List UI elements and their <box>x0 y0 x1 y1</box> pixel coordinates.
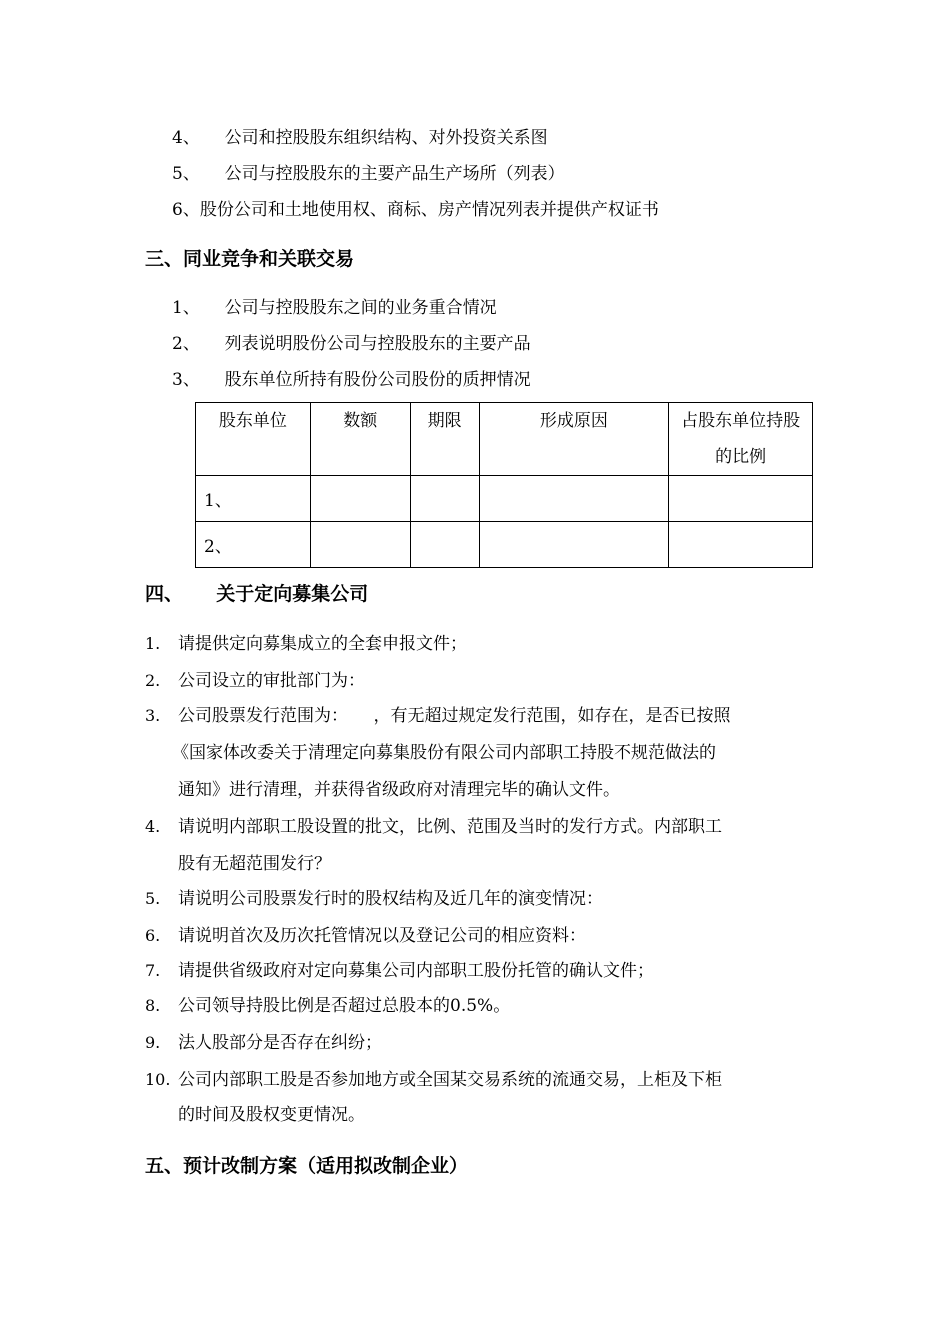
section-heading: 三、同业竞争和关联交易 <box>145 248 355 270</box>
item-number: 5. <box>145 889 161 908</box>
item-number: 1、 <box>172 298 200 318</box>
table-header-row <box>196 403 813 476</box>
list-item <box>172 368 531 392</box>
item-text: 请说明首次及历次托管情况以及登记公司的相应资料： <box>178 926 586 946</box>
item-text: 法人股部分是否存在纠纷； <box>178 1033 382 1053</box>
list-item <box>172 162 565 186</box>
item-text: 公司内部职工股是否参加地方或全国某交易系统的流通交易，上柜及下柜 <box>178 1070 722 1090</box>
item-text: 请说明公司股票发行时的股权结构及近几年的演变情况： <box>178 889 603 909</box>
item-text: 股东单位所持有股份公司股份的质押情况 <box>224 370 531 390</box>
item-text: 的时间及股权变更情况。 <box>178 1105 365 1125</box>
column-header: 数额 <box>310 403 410 476</box>
item-number: 8. <box>145 996 161 1015</box>
item-text: 请提供定向募集成立的全套申报文件； <box>178 634 467 654</box>
item-number: 3. <box>145 706 161 725</box>
item-text: 公司和控股股东组织结构、对外投资关系图 <box>224 128 548 148</box>
table-cell <box>310 522 410 568</box>
item-text: 通知》进行清理，并获得省级政府对清理完毕的确认文件。 <box>178 780 620 800</box>
item-number: 4、 <box>172 128 200 148</box>
item-number: 1. <box>145 634 161 653</box>
table-cell <box>479 522 669 568</box>
table-cell: 2、 <box>196 522 311 568</box>
pledge-table <box>195 402 813 568</box>
column-header: 期限 <box>410 403 479 476</box>
item-text: 请说明内部职工股设置的批文，比例、范围及当时的发行方式。内部职工 <box>178 817 722 837</box>
table-cell <box>479 476 669 522</box>
list-item <box>172 126 548 150</box>
item-number: 7. <box>145 961 161 980</box>
item-number: 9. <box>145 1033 161 1052</box>
item-number: 10. <box>145 1070 171 1089</box>
item-text: 请提供省级政府对定向募集公司内部职工股份托管的确认文件； <box>178 961 654 981</box>
table-row <box>196 476 813 522</box>
list-item: 6、股份公司和土地使用权、商标、房产情况列表并提供产权证书 <box>172 200 659 220</box>
item-number: 2. <box>145 671 161 690</box>
table-cell: 1、 <box>196 476 311 522</box>
item-text: 股有无超范围发行？ <box>178 854 331 874</box>
table-row <box>196 522 813 568</box>
section-heading: 五、预计改制方案（适用拟改制企业） <box>145 1155 469 1177</box>
item-text: 《国家体改委关于清理定向募集股份有限公司内部职工持股不规范做法的 <box>172 743 716 763</box>
list-item <box>172 296 497 320</box>
section-heading <box>145 581 368 607</box>
table-cell <box>669 476 813 522</box>
item-text: 公司领导持股比例是否超过总股本的0.5%。 <box>178 996 511 1016</box>
item-text: 公司设立的审批部门为： <box>178 671 365 691</box>
table-cell <box>410 522 479 568</box>
column-header: 占股东单位持股的比例 <box>669 403 813 476</box>
column-header: 形成原因 <box>479 403 669 476</box>
section-title: 关于定向募集公司 <box>216 583 369 605</box>
list-item <box>172 332 531 356</box>
table-cell <box>669 522 813 568</box>
item-number: 5、 <box>172 164 200 184</box>
item-number: 2、 <box>172 334 200 354</box>
item-text: 公司与控股股东之间的业务重合情况 <box>224 298 497 318</box>
item-number: 3、 <box>172 370 200 390</box>
item-text: 公司股票发行范围为： ，有无超过规定发行范围，如存在，是否已按照 <box>178 706 731 726</box>
item-text: 公司与控股股东的主要产品生产场所（列表） <box>224 164 565 184</box>
column-header: 股东单位 <box>196 403 311 476</box>
table-cell <box>410 476 479 522</box>
section-number: 四、 <box>145 583 184 605</box>
item-number: 4. <box>145 817 161 836</box>
table-cell <box>310 476 410 522</box>
item-number: 6. <box>145 926 161 945</box>
item-text: 列表说明股份公司与控股股东的主要产品 <box>224 334 531 354</box>
